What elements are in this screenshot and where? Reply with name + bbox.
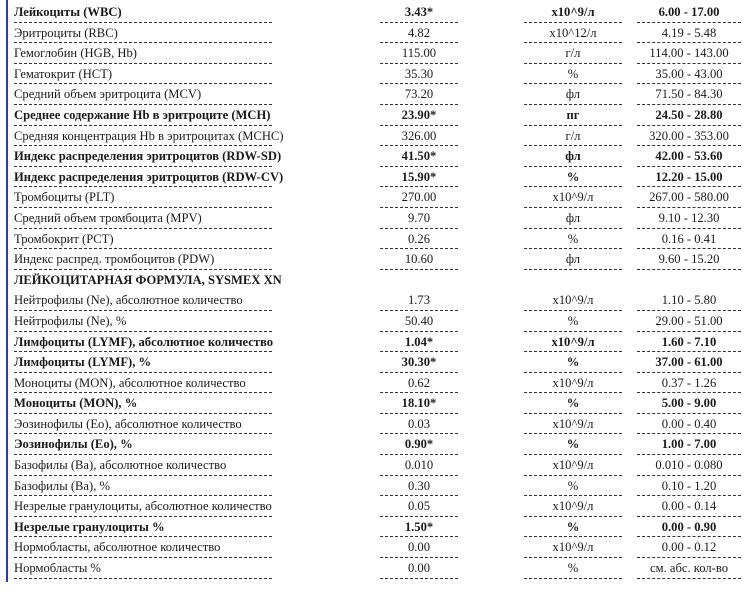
result-value: 115.00: [380, 43, 458, 64]
result-row: [0, 352, 749, 373]
unit: %: [524, 352, 622, 373]
unit: фл: [524, 208, 622, 229]
unit: x10^12/л: [524, 23, 622, 44]
unit: фл: [524, 84, 622, 105]
result-row: [0, 2, 749, 23]
test-name: Нейтрофилы (Ne), абсолютное количество: [14, 290, 272, 311]
result-row: [0, 537, 749, 558]
result-value: 9.70: [380, 208, 458, 229]
result-row: [0, 146, 749, 167]
result-row: [0, 43, 749, 64]
reference-range: 267.00 - 580.00: [637, 187, 741, 208]
reference-range: 0.00 - 0.90: [637, 517, 741, 538]
unit: %: [524, 476, 622, 497]
test-name: Тромбокрит (PCT): [14, 229, 272, 250]
unit: г/л: [524, 126, 622, 147]
result-row: [0, 290, 749, 311]
result-value: 15.90*: [380, 167, 458, 188]
section-header-row: [0, 270, 749, 291]
result-row: [0, 249, 749, 270]
result-row: [0, 393, 749, 414]
unit: x10^9/л: [524, 496, 622, 517]
reference-range: 0.00 - 0.40: [637, 414, 741, 435]
result-row: [0, 332, 749, 353]
unit: %: [524, 434, 622, 455]
test-name: Незрелые гранулоциты, абсолютное количество: [14, 496, 272, 517]
result-row: [0, 517, 749, 538]
reference-range: 12.20 - 15.00: [637, 167, 741, 188]
test-name: Незрелые гранулоциты %: [14, 517, 272, 538]
result-row: [0, 558, 749, 579]
test-name: Нормобласты %: [14, 558, 272, 579]
test-name: ЛЕЙКОЦИТАРНАЯ ФОРМУЛА, SYSMEX XN: [14, 272, 282, 287]
result-value: 0.03: [380, 414, 458, 435]
results-table: [0, 2, 749, 579]
unit: x10^9/л: [524, 455, 622, 476]
test-name: Нейтрофилы (Ne), %: [14, 311, 272, 332]
result-value: 50.40: [380, 311, 458, 332]
reference-range: 37.00 - 61.00: [637, 352, 741, 373]
result-row: [0, 23, 749, 44]
unit: %: [524, 558, 622, 579]
reference-range: 29.00 - 51.00: [637, 311, 741, 332]
reference-range: 9.60 - 15.20: [637, 249, 741, 270]
unit: %: [524, 311, 622, 332]
reference-range: 114.00 - 143.00: [637, 43, 741, 64]
test-name: Моноциты (MON), %: [14, 393, 272, 414]
test-name: Средний объем тромбоцита (MPV): [14, 208, 272, 229]
reference-range: 6.00 - 17.00: [637, 2, 741, 23]
result-row: [0, 105, 749, 126]
result-row: [0, 208, 749, 229]
result-value: 73.20: [380, 84, 458, 105]
result-value: 30.30*: [380, 352, 458, 373]
reference-range: 5.00 - 9.00: [637, 393, 741, 414]
result-row: [0, 187, 749, 208]
result-value: 1.73: [380, 290, 458, 311]
result-value: 1.50*: [380, 517, 458, 538]
result-value: 3.43*: [380, 2, 458, 23]
reference-range: 71.50 - 84.30: [637, 84, 741, 105]
test-name: Моноциты (MON), абсолютное количество: [14, 373, 272, 394]
unit: x10^9/л: [524, 187, 622, 208]
test-name: Лимфоциты (LYMF), %: [14, 352, 272, 373]
test-name: Эритроциты (RBC): [14, 23, 272, 44]
test-name: Эозинофилы (Eo), %: [14, 434, 272, 455]
reference-range: 0.10 - 1.20: [637, 476, 741, 497]
result-row: [0, 476, 749, 497]
result-value: 10.60: [380, 249, 458, 270]
unit: x10^9/л: [524, 290, 622, 311]
result-value: 0.90*: [380, 434, 458, 455]
unit: %: [524, 64, 622, 85]
result-value: 0.05: [380, 496, 458, 517]
test-name: Индекс распределения эритроцитов (RDW-SD): [14, 146, 272, 167]
unit: %: [524, 517, 622, 538]
test-name: Лимфоциты (LYMF), абсолютное количество: [14, 332, 272, 353]
test-name: Базофилы (Ba), абсолютное количество: [14, 455, 272, 476]
test-name: Средняя концентрация Hb в эритроцитах (MCHC): [14, 126, 272, 147]
result-value: 0.26: [380, 229, 458, 250]
reference-range: 0.37 - 1.26: [637, 373, 741, 394]
result-row: [0, 167, 749, 188]
result-row: [0, 84, 749, 105]
reference-range: см. абс. кол-во: [637, 558, 741, 579]
test-name: Базофилы (Ba), %: [14, 476, 272, 497]
reference-range: 320.00 - 353.00: [637, 126, 741, 147]
result-row: [0, 373, 749, 394]
result-value: 0.30: [380, 476, 458, 497]
unit: x10^9/л: [524, 332, 622, 353]
result-value: 1.04*: [380, 332, 458, 353]
unit: x10^9/л: [524, 373, 622, 394]
result-value: 4.82: [380, 23, 458, 44]
result-row: [0, 496, 749, 517]
test-name: Гемоглобин (HGB, Hb): [14, 43, 272, 64]
unit: x10^9/л: [524, 2, 622, 23]
reference-range: 1.00 - 7.00: [637, 434, 741, 455]
unit: пг: [524, 105, 622, 126]
result-row: [0, 64, 749, 85]
unit: г/л: [524, 43, 622, 64]
result-value: 23.90*: [380, 105, 458, 126]
reference-range: 9.10 - 12.30: [637, 208, 741, 229]
result-value: 0.00: [380, 537, 458, 558]
result-value: 0.00: [380, 558, 458, 579]
result-value: 18.10*: [380, 393, 458, 414]
test-name: Индекс распределения эритроцитов (RDW-CV): [14, 167, 272, 188]
result-value: 35.30: [380, 64, 458, 85]
unit: фл: [524, 249, 622, 270]
unit: %: [524, 167, 622, 188]
reference-range: 1.60 - 7.10: [637, 332, 741, 353]
reference-range: 0.010 - 0.080: [637, 455, 741, 476]
result-row: [0, 229, 749, 250]
test-name: Лейкоциты (WBC): [14, 2, 272, 23]
result-value: 0.010: [380, 455, 458, 476]
test-name: Среднее содержание Hb в эритроците (MCH): [14, 105, 272, 126]
unit: x10^9/л: [524, 537, 622, 558]
reference-range: 35.00 - 43.00: [637, 64, 741, 85]
unit: %: [524, 393, 622, 414]
reference-range: 42.00 - 53.60: [637, 146, 741, 167]
unit: %: [524, 229, 622, 250]
test-name: Нормобласты, абсолютное количество: [14, 537, 272, 558]
test-name: Индекс распред. тромбоцитов (PDW): [14, 249, 272, 270]
result-value: 0.62: [380, 373, 458, 394]
test-name: Тромбоциты (PLT): [14, 187, 272, 208]
result-value: 270.00: [380, 187, 458, 208]
reference-range: 4.19 - 5.48: [637, 23, 741, 44]
reference-range: 24.50 - 28.80: [637, 105, 741, 126]
reference-range: 0.00 - 0.14: [637, 496, 741, 517]
reference-range: 0.16 - 0.41: [637, 229, 741, 250]
test-name: Гематокрит (HCT): [14, 64, 272, 85]
test-name: Средний объем эритроцита (MCV): [14, 84, 272, 105]
unit: фл: [524, 146, 622, 167]
reference-range: 1.10 - 5.80: [637, 290, 741, 311]
result-value: 41.50*: [380, 146, 458, 167]
result-value: 326.00: [380, 126, 458, 147]
reference-range: 0.00 - 0.12: [637, 537, 741, 558]
unit: x10^9/л: [524, 414, 622, 435]
result-row: [0, 434, 749, 455]
result-row: [0, 311, 749, 332]
result-row: [0, 455, 749, 476]
result-row: [0, 126, 749, 147]
test-name: Эозинофилы (Eo), абсолютное количество: [14, 414, 272, 435]
result-row: [0, 414, 749, 435]
